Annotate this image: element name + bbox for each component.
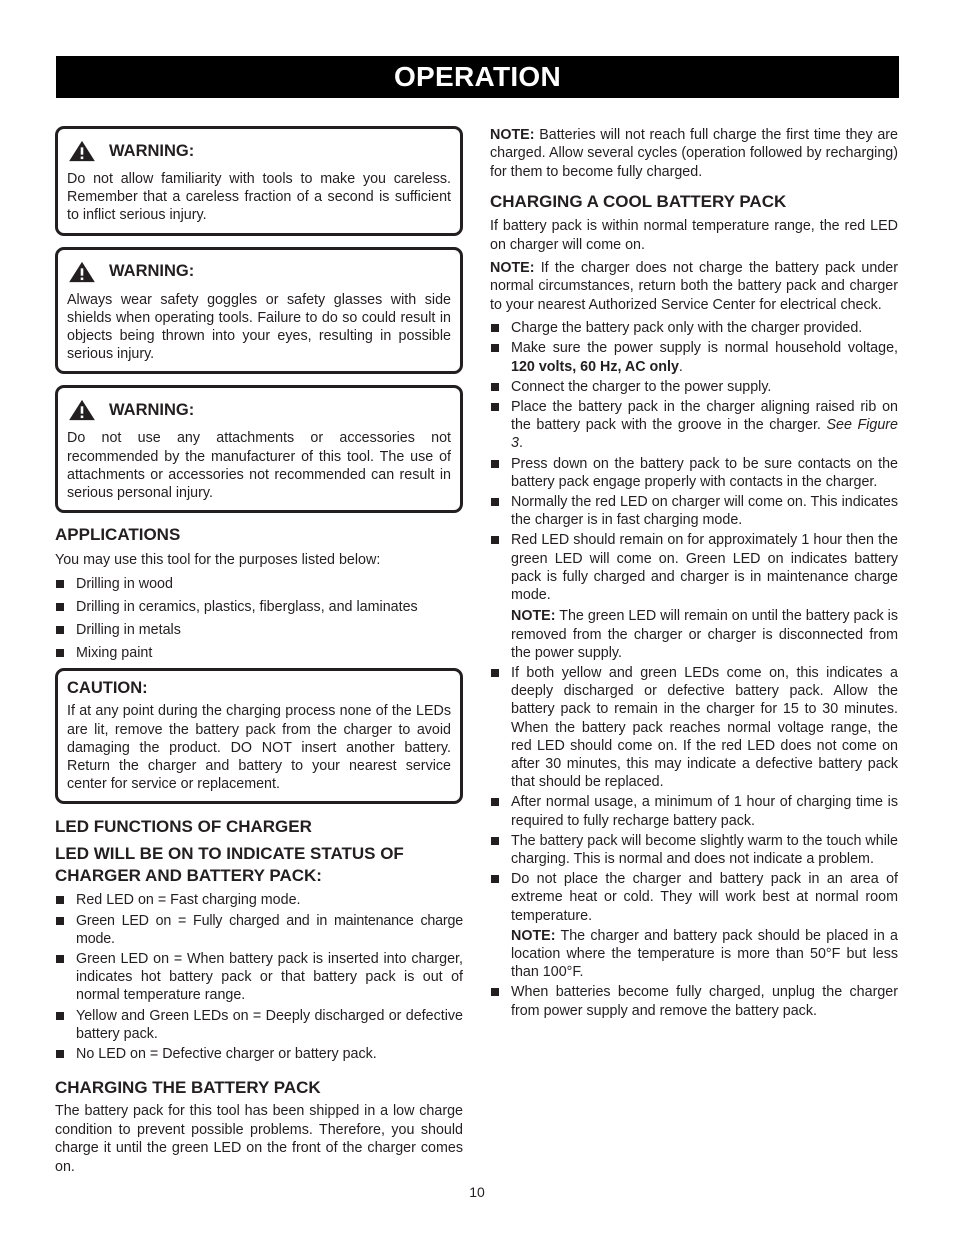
warning-triangle-icon (67, 140, 97, 162)
warning-header (67, 140, 451, 162)
list-item: Charge the battery pack only with the charger provided. (490, 319, 898, 337)
list-item: Red LED on = Fast charging mode. (55, 891, 463, 909)
list-item: No LED on = Defective charger or battery pack. (55, 1045, 463, 1063)
page-number: 10 (469, 1184, 485, 1200)
warning-title: WARNING: (109, 141, 195, 160)
list-item: Make sure the power supply is normal household voltage, 120 volts, 60 Hz, AC only. (490, 339, 898, 375)
charging-text: The battery pack for this tool has been shipped in a low charge condition to prevent possible problems. Therefore, you should charge it until the green LED on the front of the charger comes on. (55, 1103, 463, 1175)
bullet-square-icon (56, 649, 64, 657)
warning-text: Always wear safety goggles or safety glasses with side shields when operating tools. Failure to do so could result in objects being thrown into your eyes, resulting in possible serious injury. (67, 291, 451, 363)
bullet-square-icon (491, 460, 499, 468)
list-item: Place the battery pack in the charger aligning raised rib on the battery pack with the groove in the charger. See Figure 3. (490, 398, 898, 453)
led-functions-heading: LED FUNCTIONS OF CHARGER (55, 817, 312, 837)
list-item: Green LED on = When battery pack is inserted into charger, indicates hot battery pack or that battery pack is out of normal temperature range. (55, 950, 463, 1005)
bullet-square-icon (491, 988, 499, 996)
bullet-square-icon (491, 798, 499, 806)
bullet-square-icon (491, 383, 499, 391)
note-first-charge: NOTE: Batteries will not reach full charge the first time they are charged. Allow several cycles (operation followed by recharging) for them to become fully charged. (490, 127, 898, 180)
bullet-square-icon (491, 669, 499, 677)
warning-text: Do not allow familiarity with tools to make you careless. Remember that a careless fraction of a second is sufficient to inflict serious injury. (67, 171, 451, 224)
caution-text: If at any point during the charging process none of the LEDs are lit, remove the battery pack from the charger to avoid damaging the product. DO NOT insert another battery. Return the charger and battery to your nearest service center for service or replacement. (67, 703, 451, 793)
led-list (55, 891, 463, 1063)
section-title-banner: OPERATION (56, 56, 899, 98)
bullet-square-icon (56, 955, 64, 963)
list-item: Do not place the charger and battery pack in an area of extreme heat or cold. They will work best at normal room temperature. NOTE: The charger and battery pack should be placed in a location where the temperature is more than 50°F but less than 100°F. (490, 870, 898, 981)
list-item: Connect the charger to the power supply. (490, 378, 898, 396)
right-column (490, 126, 898, 1020)
applications-heading: APPLICATIONS (55, 525, 181, 545)
bullet-square-icon (56, 603, 64, 611)
list-item: Drilling in wood (55, 575, 463, 593)
bullet-square-icon (56, 917, 64, 925)
bullet-square-icon (56, 1050, 64, 1058)
charging-heading: CHARGING THE BATTERY PACK (55, 1078, 321, 1098)
bullet-square-icon (56, 896, 64, 904)
bullet-square-icon (56, 580, 64, 588)
list-item: When batteries become fully charged, unplug the charger from power supply and remove the battery pack. (490, 983, 898, 1019)
warning-triangle-icon (67, 261, 97, 283)
bullet-square-icon (491, 344, 499, 352)
list-item: The battery pack will become slightly warm to the touch while charging. This is normal and does not indicate a problem. (490, 832, 898, 868)
caution-title: CAUTION: (67, 679, 148, 698)
bullet-square-icon (56, 626, 64, 634)
list-item: Drilling in metals (55, 621, 463, 639)
applications-list (55, 575, 463, 663)
led-status-subheading: LED WILL BE ON TO INDICATE STATUS OF CHARGER AND BATTERY PACK: (55, 844, 404, 886)
bullet-square-icon (491, 875, 499, 883)
warning-box-1 (55, 126, 463, 236)
bullet-square-icon (491, 403, 499, 411)
bullet-square-icon (491, 536, 499, 544)
list-item: Green LED on = Fully charged and in maintenance charge mode. (55, 912, 463, 948)
warning-header (67, 261, 451, 283)
cool-battery-text: If battery pack is within normal temperature range, the red LED on charger will come on. (490, 218, 898, 253)
left-column (55, 126, 463, 1176)
note-green-led: NOTE: The green LED will remain on until the battery pack is removed from the charger or charger is disconnected from the power supply. (511, 608, 898, 661)
note-temperature: NOTE: The charger and battery pack should be placed in a location where the temperature is more than 50°F but less than 100°F. (511, 927, 898, 981)
list-item: Red LED should remain on for approximately 1 hour then the green LED will come on. Green LED on indicates battery pack is fully charged and charger is in maintenance charge mode. NOTE: The green LED will remain on until the battery pack is removed from the charger or charger is disconnected from the power supply. (490, 531, 898, 661)
caution-box (55, 668, 463, 804)
bullet-square-icon (491, 837, 499, 845)
warning-triangle-icon (67, 399, 97, 421)
cool-battery-heading: CHARGING A COOL BATTERY PACK (490, 192, 787, 212)
warning-box-2 (55, 247, 463, 375)
bullet-square-icon (491, 498, 499, 506)
warning-text: Do not use any attachments or accessories not recommended by the manufacturer of this tool. The use of attachments or accessories not recommended can result in serious personal injury. (67, 430, 451, 502)
warning-title: WARNING: (109, 262, 195, 281)
applications-intro: You may use this tool for the purposes listed below: (55, 552, 381, 569)
list-item: Drilling in ceramics, plastics, fiberglass, and laminates (55, 598, 463, 616)
list-item: Yellow and Green LEDs on = Deeply discharged or defective battery pack. (55, 1007, 463, 1043)
bullet-square-icon (491, 324, 499, 332)
list-item: After normal usage, a minimum of 1 hour of charging time is required to fully recharge battery pack. (490, 793, 898, 829)
list-item: Press down on the battery pack to be sure contacts on the battery pack engage properly with contacts in the charger. (490, 455, 898, 491)
list-item: If both yellow and green LEDs come on, this indicates a deeply discharged or defective battery pack. Allow the battery pack to remain in the charger for 15 to 30 minutes. When the battery pack reaches normal voltage range, the red LED should come on. If the red LED does not come on after 30 minutes, this may indicate a defective battery pack that should be replaced. (490, 664, 898, 791)
warning-title: WARNING: (109, 400, 195, 419)
list-item: Normally the red LED on charger will come on. This indicates the charger is in fast charging mode. (490, 493, 898, 529)
list-item: Mixing paint (55, 644, 463, 662)
charging-steps-list (490, 319, 898, 1020)
note-service-center: NOTE: If the charger does not charge the battery pack under normal circumstances, return both the battery pack and charger to your nearest Authorized Service Center for electrical check. (490, 260, 898, 313)
warning-header (67, 399, 451, 421)
warning-box-3 (55, 385, 463, 513)
bullet-square-icon (56, 1012, 64, 1020)
